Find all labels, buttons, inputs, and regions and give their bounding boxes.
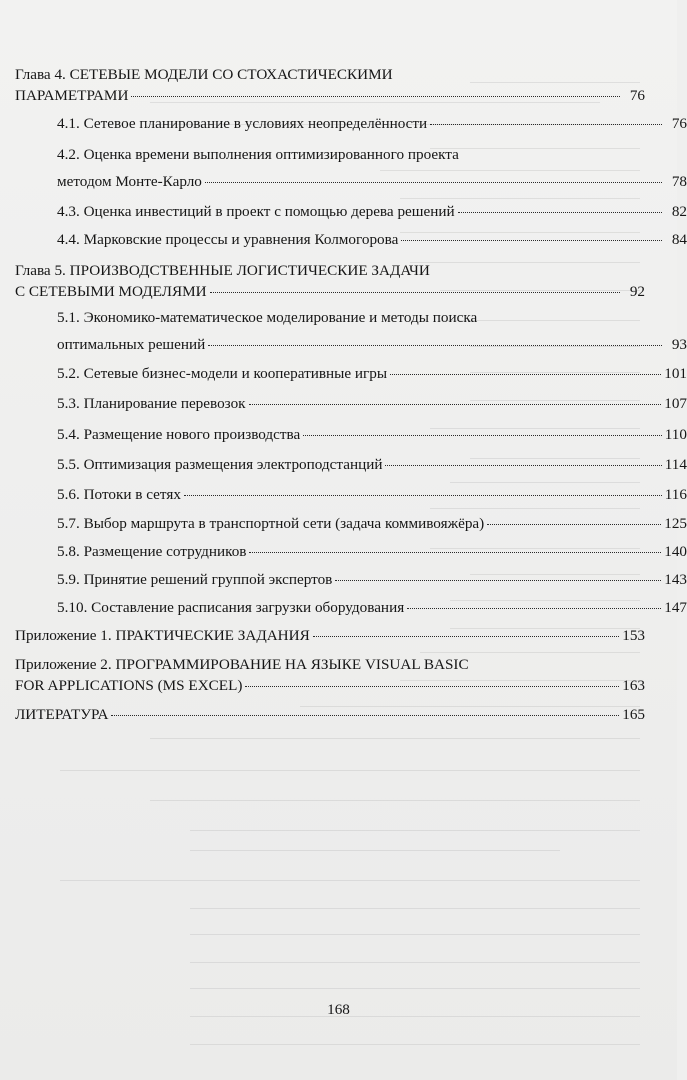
toc-entry-section-5-6	[15, 484, 687, 505]
toc-page-number: 93	[671, 336, 687, 353]
toc-entry-title-line: FOR APPLICATIONS (MS EXCEL)	[15, 677, 243, 694]
bleed-through-line	[150, 738, 640, 739]
toc-page-number: 165	[622, 706, 645, 723]
dot-leader	[205, 181, 662, 183]
dot-leader	[303, 434, 662, 436]
bleed-through-line	[190, 830, 640, 831]
toc-page-number: 76	[671, 115, 687, 132]
toc-entry-section-5-4	[15, 424, 687, 445]
dot-leader	[385, 464, 661, 466]
toc-entry-title-line: Глава 4. СЕТЕВЫЕ МОДЕЛИ СО СТОХАСТИЧЕСКИМИ	[15, 66, 393, 83]
dot-leader	[390, 373, 661, 375]
toc-page-number: 147	[664, 599, 687, 616]
toc-entry-title-line: ПАРАМЕТРАМИ	[15, 87, 129, 104]
dot-leader	[313, 635, 619, 637]
toc-entry-section-5-2	[15, 363, 687, 384]
toc-page-number: 163	[622, 677, 645, 694]
page-number: 168	[327, 1001, 350, 1018]
dot-leader	[249, 403, 662, 405]
toc-entry-title-line: Глава 5. ПРОИЗВОДСТВЕННЫЕ ЛОГИСТИЧЕСКИЕ ЗАДАЧИ	[15, 262, 430, 279]
dot-leader	[430, 123, 662, 125]
toc-page-number: 114	[664, 456, 687, 473]
bleed-through-line	[190, 934, 640, 935]
bleed-through-line	[60, 770, 640, 771]
dot-leader	[184, 494, 662, 496]
toc-entry-section-4-2	[15, 144, 687, 192]
toc-entry-section-4-3	[15, 201, 687, 222]
toc-page-number: 101	[664, 365, 687, 382]
toc-entry-title-line: ЛИТЕРАТУРА	[15, 706, 109, 723]
toc-entry-section-5-3	[15, 393, 687, 414]
bleed-through-line	[430, 508, 640, 509]
dot-leader	[407, 607, 661, 609]
toc-entry-chapter-4	[15, 64, 645, 106]
bleed-through-line	[190, 988, 640, 989]
dot-leader	[245, 685, 619, 687]
toc-entry-title-line: 5.8. Размещение сотрудников	[57, 543, 247, 560]
bleed-through-line	[190, 908, 640, 909]
toc-entry-title-line: 5.4. Размещение нового производства	[57, 426, 301, 443]
toc-page-number: 82	[671, 203, 687, 220]
toc-page-number: 78	[671, 173, 687, 190]
toc-page-number: 116	[664, 486, 687, 503]
toc-entry-title-line: 5.5. Оптимизация размещения электроподстанций	[57, 456, 383, 473]
toc-entry-literature	[15, 704, 645, 725]
toc-entry-title-line: 4.4. Марковские процессы и уравнения Колмогорова	[57, 231, 399, 248]
toc-entry-title-line: методом Монте-Карло	[57, 173, 202, 190]
toc-entry-section-5-8	[15, 541, 687, 562]
dot-leader	[249, 551, 661, 553]
dot-leader	[335, 579, 661, 581]
toc-page-number: 153	[622, 627, 645, 644]
toc-entry-title-line: 5.10. Составление расписания загрузки оборудования	[57, 599, 405, 616]
toc-entry-title-line: Приложение 2. ПРОГРАММИРОВАНИЕ НА ЯЗЫКЕ VISUAL BASIC	[15, 656, 469, 673]
toc-entry-title-line: оптимальных решений	[57, 336, 206, 353]
toc-page-number: 125	[664, 515, 687, 532]
bleed-through-line	[400, 198, 640, 199]
dot-leader	[208, 344, 662, 346]
toc-page-number: 140	[664, 543, 687, 560]
toc-entry-title-line: С СЕТЕВЫМИ МОДЕЛЯМИ	[15, 283, 207, 300]
toc-page-number: 84	[671, 231, 687, 248]
toc-page-number: 110	[664, 426, 687, 443]
toc-entry-title-line: 5.1. Экономико-математическое моделирование и методы поиска	[57, 309, 478, 326]
toc-entry-appendix-2	[15, 654, 645, 696]
toc-entry-title-line: 5.6. Потоки в сетях	[57, 486, 181, 503]
bleed-through-line	[190, 1044, 640, 1045]
bleed-through-line	[450, 482, 640, 483]
toc-entry-title-line: 4.1. Сетевое планирование в условиях неопределённости	[57, 115, 428, 132]
toc-entry-title-line: 4.3. Оценка инвестиций в проект с помощью дерева решений	[57, 203, 455, 220]
toc-entry-section-5-10	[15, 597, 687, 618]
dot-leader	[487, 523, 661, 525]
toc-entry-title-line: 5.9. Принятие решений группой экспертов	[57, 571, 333, 588]
dot-leader	[131, 95, 620, 97]
toc-page-number: 107	[664, 395, 687, 412]
toc-entry-chapter-5	[15, 260, 645, 302]
bleed-through-line	[190, 962, 640, 963]
bleed-through-line	[190, 850, 560, 851]
toc-entry-appendix-1	[15, 625, 645, 646]
toc-entry-section-5-5	[15, 454, 687, 475]
toc-entry-title-line: Приложение 1. ПРАКТИЧЕСКИЕ ЗАДАНИЯ	[15, 627, 310, 644]
toc-entry-title-line: 5.3. Планирование перевозок	[57, 395, 246, 412]
bleed-through-line	[60, 880, 640, 881]
toc-entry-section-5-7	[15, 513, 687, 534]
toc-entry-section-5-1	[15, 307, 687, 355]
dot-leader	[401, 239, 662, 241]
toc-entry-title-line: 5.2. Сетевые бизнес-модели и кооперативные игры	[57, 365, 388, 382]
toc-entry-title-line: 4.2. Оценка времени выполнения оптимизированного проекта	[57, 146, 459, 163]
bleed-through-line	[150, 800, 640, 801]
toc-entry-title-line: 5.7. Выбор маршрута в транспортной сети (задача коммивояжёра)	[57, 515, 485, 532]
toc-page-number: 76	[629, 87, 645, 104]
toc-entry-section-5-9	[15, 569, 687, 590]
toc-page-number: 143	[664, 571, 687, 588]
toc-page-number: 92	[629, 283, 645, 300]
dot-leader	[111, 714, 619, 716]
bleed-through-line	[420, 652, 640, 653]
toc-entry-section-4-1	[15, 113, 687, 134]
dot-leader	[210, 291, 620, 293]
dot-leader	[458, 211, 662, 213]
toc-entry-section-4-4	[15, 229, 687, 250]
